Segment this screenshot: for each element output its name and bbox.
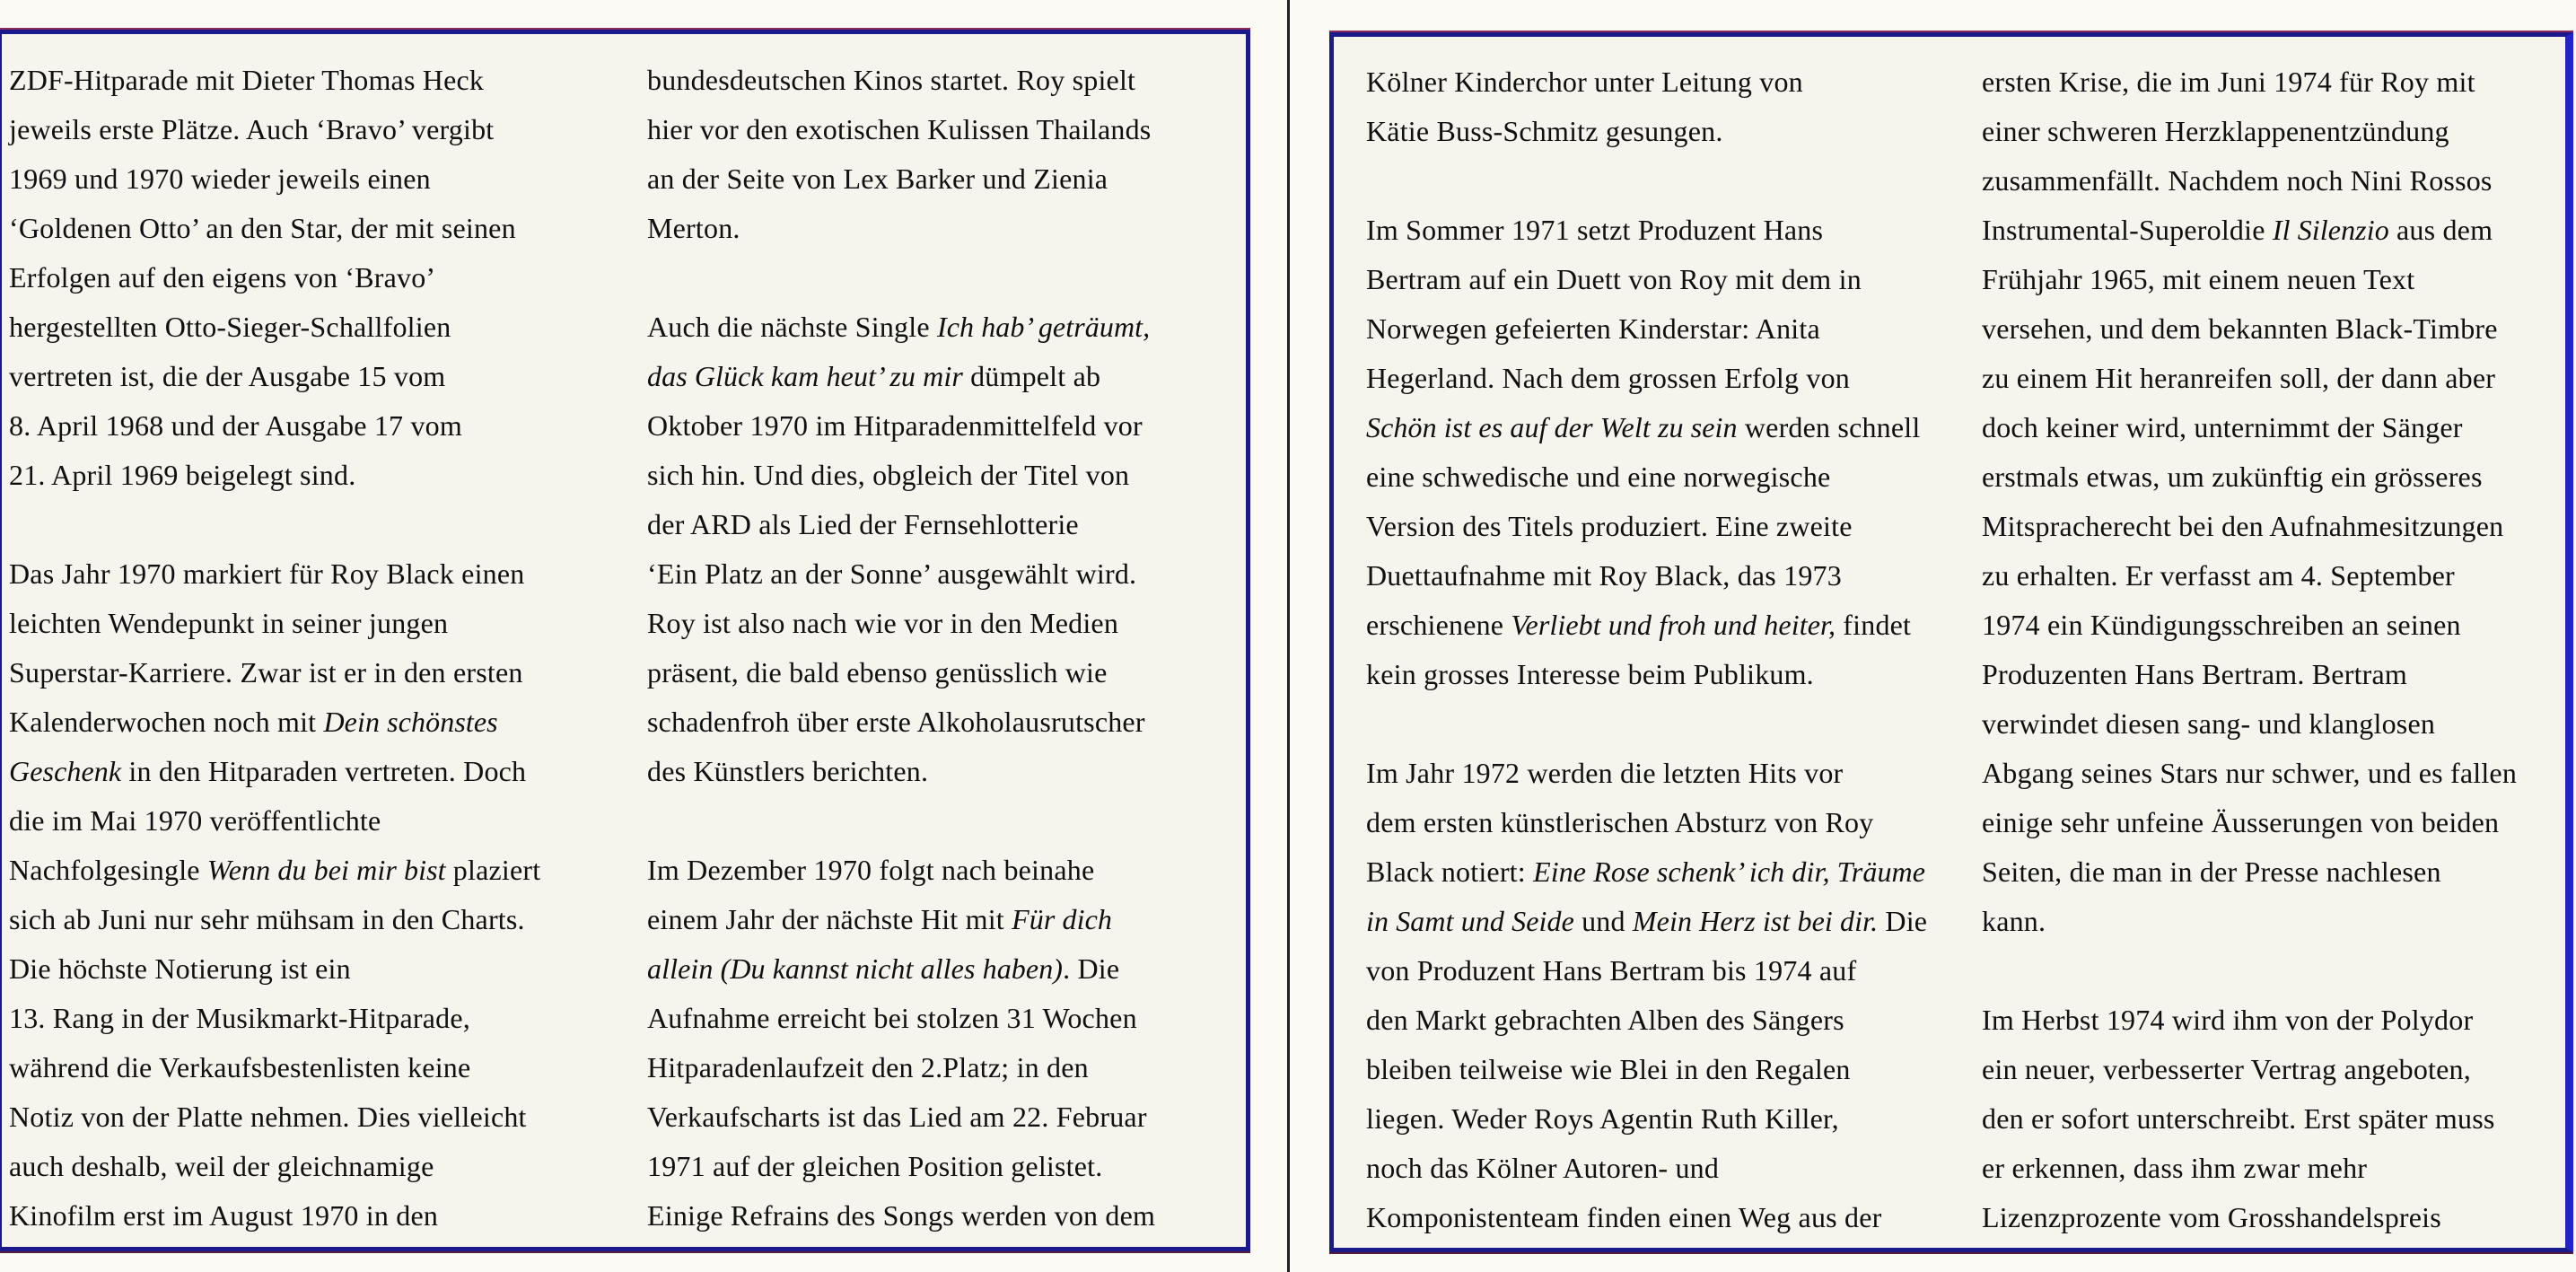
- text-segment: sich ab Juni nur sehr mühsam in den Charts.: [9, 903, 525, 935]
- text-segment: vertreten ist, die der Ausgabe 15 vom: [9, 360, 446, 392]
- text-segment: Frühjahr 1965, mit einem neuen Text: [1982, 263, 2415, 295]
- text-line: [1982, 452, 2576, 502]
- text-line: [1366, 699, 1960, 749]
- text-line: [1366, 502, 1960, 551]
- text-line: [1982, 304, 2576, 354]
- text-segment: ein neuer, verbesserter Vertrag angeboten,: [1982, 1053, 2471, 1085]
- text-line: [647, 697, 1241, 747]
- text-segment: einem Jahr der nächste Hit mit: [647, 903, 1012, 935]
- text-segment: noch das Kölner Autoren- und: [1366, 1152, 1720, 1184]
- text-segment: sich hin. Und dies, obgleich der Titel von: [647, 459, 1130, 491]
- text-segment: Nachfolgesingle: [9, 854, 207, 886]
- text-segment: dümpelt ab: [962, 360, 1101, 392]
- text-segment: jeweils erste Plätze. Auch ‘Bravo’ vergibt: [9, 113, 495, 145]
- text-segment: schadenfroh über erste Alkoholausrutscher: [647, 706, 1145, 738]
- text-line: [647, 253, 1241, 303]
- text-line: [1982, 255, 2576, 304]
- text-segment: und: [1573, 905, 1633, 937]
- text-line: [647, 549, 1241, 599]
- text-line: [647, 1191, 1241, 1241]
- text-segment: Auch die nächste Single: [647, 311, 937, 343]
- text-segment: 1969 und 1970 wieder jeweils einen: [9, 162, 431, 195]
- text-line: [1366, 798, 1960, 847]
- text-segment: des Künstlers berichten.: [647, 755, 929, 787]
- text-line: [647, 1043, 1241, 1092]
- text-column-2: [647, 56, 1241, 1241]
- text-segment: ZDF-Hitparade mit Dieter Thomas Heck: [9, 64, 485, 96]
- text-line: [9, 599, 603, 648]
- text-line: [1366, 1094, 1960, 1144]
- text-line: [9, 352, 603, 401]
- text-line: [9, 1142, 603, 1191]
- text-line: [9, 500, 603, 549]
- text-segment: einige sehr unfeine Äusserungen von beiden: [1982, 806, 2500, 838]
- text-line: [9, 1191, 603, 1241]
- text-segment: erschienene: [1366, 609, 1511, 641]
- text-segment: Mitspracherecht bei den Aufnahmesitzungen: [1982, 510, 2504, 542]
- text-line: [1366, 946, 1960, 996]
- text-line: [647, 303, 1241, 352]
- text-segment: Merton.: [647, 212, 740, 244]
- text-column-3: [1366, 57, 1960, 1242]
- text-line: [9, 154, 603, 204]
- text-segment: die im Mai 1970 veröffentlichte: [9, 804, 381, 837]
- text-segment: Komponistenteam finden einen Weg aus der: [1366, 1201, 1882, 1233]
- text-segment: Kölner Kinderchor unter Leitung von: [1366, 66, 1803, 98]
- song-title-italic: in Samt und Seide: [1366, 905, 1574, 937]
- text-segment: der ARD als Lied der Fernsehlotterie: [647, 508, 1079, 540]
- text-segment: Kätie Buss-Schmitz gesungen.: [1366, 115, 1723, 147]
- text-line: [9, 105, 603, 154]
- text-segment: dem ersten künstlerischen Absturz von Roy: [1366, 806, 1874, 838]
- text-line: [9, 895, 603, 944]
- text-segment: ‘Ein Platz an der Sonne’ ausgewählt wird.: [647, 557, 1137, 590]
- text-line: [1366, 601, 1960, 650]
- text-segment: 13. Rang in der Musikmarkt-Hitparade,: [9, 1002, 470, 1034]
- text-segment: in den Hitparaden vertreten. Doch: [121, 755, 527, 787]
- text-segment: an der Seite von Lex Barker und Zienia: [647, 162, 1108, 195]
- text-line: [1366, 57, 1960, 107]
- text-segment: Im Jahr 1972 werden die letzten Hits vor: [1366, 757, 1844, 789]
- text-segment: Seiten, die man in der Presse nachlesen: [1982, 855, 2441, 888]
- text-column-4: [1982, 57, 2576, 1242]
- text-segment: Aufnahme erreicht bei stolzen 31 Wochen: [647, 1002, 1137, 1034]
- text-segment: Kinofilm erst im August 1970 in den: [9, 1199, 439, 1232]
- text-segment: Die höchste Notierung ist ein: [9, 952, 351, 985]
- text-line: [1982, 699, 2576, 749]
- text-line: [647, 204, 1241, 253]
- text-segment: Verkaufscharts ist das Lied am 22. Februar: [647, 1101, 1147, 1133]
- text-segment: liegen. Weder Roys Agentin Ruth Killer,: [1366, 1102, 1839, 1135]
- text-line: [9, 648, 603, 697]
- text-segment: Lizenzprozente vom Grosshandelspreis: [1982, 1201, 2441, 1233]
- text-segment: leichten Wendepunkt in seiner jungen: [9, 607, 449, 639]
- text-line: [9, 697, 603, 747]
- text-line: [9, 401, 603, 451]
- text-line: [647, 500, 1241, 549]
- text-segment: Superstar-Karriere. Zwar ist er in den ersten: [9, 656, 523, 689]
- text-segment: zu erhalten. Er verfasst am 4. September: [1982, 559, 2455, 592]
- text-segment: findet: [1836, 609, 1912, 641]
- text-line: [9, 1092, 603, 1142]
- booklet-page-left: [0, 30, 1250, 1251]
- text-segment: eine schwedische und eine norwegische: [1366, 461, 1831, 493]
- text-segment: Instrumental-Superoldie: [1982, 214, 2273, 246]
- text-segment: zusammenfällt. Nachdem noch Nini Rossos: [1982, 164, 2493, 197]
- text-line: [1982, 206, 2576, 255]
- text-line: [1982, 403, 2576, 452]
- text-line: [647, 599, 1241, 648]
- text-segment: hier vor den exotischen Kulissen Thailands: [647, 113, 1152, 145]
- text-segment: werden schnell: [1737, 411, 1921, 443]
- text-line: [647, 451, 1241, 500]
- text-line: [1982, 502, 2576, 551]
- text-line: [1366, 452, 1960, 502]
- text-segment: kann.: [1982, 905, 2046, 937]
- text-line: [1366, 156, 1960, 206]
- song-title-italic: Für dich: [1012, 903, 1112, 935]
- text-line: [9, 994, 603, 1043]
- text-line: [1982, 601, 2576, 650]
- text-line: [647, 944, 1241, 994]
- text-line: [9, 796, 603, 846]
- text-line: [1366, 897, 1960, 946]
- text-segment: Duettaufnahme mit Roy Black, das 1973: [1366, 559, 1842, 592]
- song-title-italic: das Glück kam heut’ zu mir: [647, 360, 963, 392]
- text-segment: bleiben teilweise wie Blei in den Regalen: [1366, 1053, 1851, 1085]
- text-line: [1982, 798, 2576, 847]
- page-gutter-divider: [1287, 0, 1290, 1272]
- text-segment: Notiz von der Platte nehmen. Dies vielleicht: [9, 1101, 527, 1133]
- song-title-italic: Wenn du bei mir bist: [206, 854, 446, 886]
- text-segment: den Markt gebrachten Alben des Sängers: [1366, 1004, 1844, 1036]
- text-segment: hergestellten Otto-Sieger-Schallfolien: [9, 311, 451, 343]
- text-segment: Die: [1878, 905, 1928, 937]
- text-line: [1982, 1045, 2576, 1094]
- text-line: [1982, 1144, 2576, 1193]
- song-title-italic: Mein Herz ist bei dir.: [1632, 905, 1879, 937]
- text-line: [1366, 354, 1960, 403]
- text-line: [9, 549, 603, 599]
- song-title-italic: allein (Du kannst nicht alles haben): [647, 952, 1064, 985]
- text-line: [9, 204, 603, 253]
- text-segment: Roy ist also nach wie vor in den Medien: [647, 607, 1119, 639]
- text-segment: 21. April 1969 beigelegt sind.: [9, 459, 356, 491]
- text-line: [1366, 551, 1960, 601]
- text-line: [1366, 304, 1960, 354]
- song-title-italic: Dein schönstes: [323, 706, 498, 738]
- text-line: [1982, 946, 2576, 996]
- text-line: [1366, 1193, 1960, 1242]
- text-segment: Erfolgen auf den eigens von ‘Bravo’: [9, 261, 436, 294]
- text-line: [1366, 996, 1960, 1045]
- text-line: [9, 944, 603, 994]
- text-line: [1982, 650, 2576, 699]
- text-segment: Einige Refrains des Songs werden von dem: [647, 1199, 1156, 1232]
- text-segment: plaziert: [445, 854, 541, 886]
- text-segment: 8. April 1968 und der Ausgabe 17 vom: [9, 409, 462, 442]
- text-line: [647, 56, 1241, 105]
- song-title-italic: Schön ist es auf der Welt zu sein: [1366, 411, 1738, 443]
- text-line: [9, 747, 603, 796]
- text-line: [1366, 650, 1960, 699]
- text-segment: er erkennen, dass ihm zwar mehr: [1982, 1152, 2368, 1184]
- text-line: [1982, 156, 2576, 206]
- text-line: [9, 1043, 603, 1092]
- text-line: [1366, 1144, 1960, 1193]
- text-line: [647, 154, 1241, 204]
- text-line: [647, 747, 1241, 796]
- text-line: [1982, 107, 2576, 156]
- text-segment: ersten Krise, die im Juni 1974 für Roy mit: [1982, 66, 2475, 98]
- text-segment: den er sofort unterschreibt. Erst später muss: [1982, 1102, 2495, 1135]
- text-line: [647, 846, 1241, 895]
- text-segment: kein grosses Interesse beim Publikum.: [1366, 658, 1814, 690]
- text-line: [9, 303, 603, 352]
- text-segment: Das Jahr 1970 markiert für Roy Black einen: [9, 557, 525, 590]
- text-segment: Black notiert:: [1366, 855, 1534, 888]
- booklet-page-right: [1329, 32, 2573, 1252]
- text-line: [1366, 749, 1960, 798]
- text-line: [1366, 403, 1960, 452]
- text-line: [647, 994, 1241, 1043]
- text-line: [1982, 749, 2576, 798]
- text-line: [647, 1092, 1241, 1142]
- text-line: [1366, 206, 1960, 255]
- text-line: [1366, 1045, 1960, 1094]
- text-segment: auch deshalb, weil der gleichnamige: [9, 1150, 434, 1182]
- text-segment: zu einem Hit heranreifen soll, der dann aber: [1982, 362, 2496, 394]
- text-segment: während die Verkaufsbestenlisten keine: [9, 1051, 471, 1083]
- text-line: [647, 352, 1241, 401]
- song-title-italic: Eine Rose schenk’ ich dir, Träume: [1533, 855, 1926, 888]
- text-line: [647, 1142, 1241, 1191]
- text-line: [647, 796, 1241, 846]
- text-segment: Norwegen gefeierten Kinderstar: Anita: [1366, 312, 1820, 345]
- text-line: [1982, 551, 2576, 601]
- text-segment: Abgang seines Stars nur schwer, und es fallen: [1982, 757, 2518, 789]
- text-segment: Hitparadenlaufzeit den 2.Platz; in den: [647, 1051, 1089, 1083]
- text-segment: Hegerland. Nach dem grossen Erfolg von: [1366, 362, 1850, 394]
- text-line: [1366, 255, 1960, 304]
- text-segment: 1971 auf der gleichen Position gelistet.: [647, 1150, 1103, 1182]
- text-segment: erstmals etwas, um zukünftig ein grösseres: [1982, 461, 2483, 493]
- text-line: [647, 895, 1241, 944]
- text-line: [647, 401, 1241, 451]
- text-segment: einer schweren Herzklappenentzündung: [1982, 115, 2449, 147]
- text-segment: Im Dezember 1970 folgt nach beinahe: [647, 854, 1095, 886]
- text-segment: Oktober 1970 im Hitparadenmittelfeld vor: [647, 409, 1143, 442]
- text-line: [1982, 996, 2576, 1045]
- text-line: [647, 648, 1241, 697]
- text-segment: Kalenderwochen noch mit: [9, 706, 324, 738]
- text-segment: doch keiner wird, unternimmt der Sänger: [1982, 411, 2463, 443]
- text-segment: von Produzent Hans Bertram bis 1974 auf: [1366, 954, 1857, 987]
- text-line: [1982, 1193, 2576, 1242]
- song-title-italic: Verliebt und froh und heiter,: [1511, 609, 1836, 641]
- text-line: [1366, 107, 1960, 156]
- text-line: [1982, 847, 2576, 897]
- text-segment: aus dem: [2388, 214, 2493, 246]
- song-title-italic: Ich hab’ geträumt,: [936, 311, 1151, 343]
- text-segment: bundesdeutschen Kinos startet. Roy spielt: [647, 64, 1136, 96]
- text-segment: 1974 ein Kündigungsschreiben an seinen: [1982, 609, 2461, 641]
- text-segment: Im Sommer 1971 setzt Produzent Hans: [1366, 214, 1824, 246]
- text-line: [1982, 354, 2576, 403]
- text-line: [1982, 897, 2576, 946]
- text-segment: Bertram auf ein Duett von Roy mit dem in: [1366, 263, 1862, 295]
- text-line: [1366, 847, 1960, 897]
- text-column-1: [9, 56, 603, 1241]
- text-line: [9, 846, 603, 895]
- text-line: [9, 253, 603, 303]
- text-segment: verwindet diesen sang- und klanglosen: [1982, 707, 2436, 740]
- text-segment: ‘Goldenen Otto’ an den Star, der mit seinen: [9, 212, 516, 244]
- text-line: [1982, 1094, 2576, 1144]
- song-title-italic: Geschenk: [9, 755, 122, 787]
- text-segment: . Die: [1063, 952, 1120, 985]
- text-segment: präsent, die bald ebenso genüsslich wie: [647, 656, 1108, 689]
- text-line: [1982, 57, 2576, 107]
- song-title-italic: Il Silenzio: [2272, 214, 2389, 246]
- text-line: [9, 451, 603, 500]
- text-line: [9, 56, 603, 105]
- text-segment: versehen, und dem bekannten Black-Timbre: [1982, 312, 2498, 345]
- text-segment: Produzenten Hans Bertram. Bertram: [1982, 658, 2408, 690]
- text-line: [647, 105, 1241, 154]
- text-segment: Im Herbst 1974 wird ihm von der Polydor: [1982, 1004, 2474, 1036]
- text-segment: Version des Titels produziert. Eine zweite: [1366, 510, 1853, 542]
